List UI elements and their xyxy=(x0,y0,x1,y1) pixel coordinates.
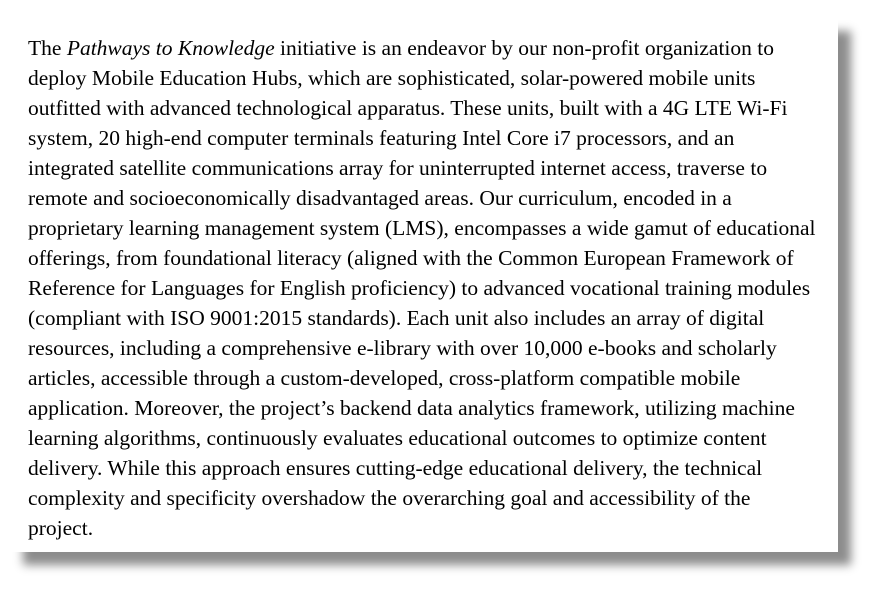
body-paragraph xyxy=(28,33,820,543)
paragraph-text: The xyxy=(28,36,67,60)
paragraph-text: initiative is an endeavor by our non-profit organization to deploy Mobile Education Hubs, which are sophisticated, solar-powered mobile units outfitted with advanced technological apparatus. These units, built with a 4G LTE Wi-Fi system, 20 high-end computer terminals featuring Intel Core i7 processors, and an integrated satellite communications array for uninterrupted internet access, traverse to remote and socioeconomically disadvantaged areas. Our curriculum, encoded in a proprietary learning management system (LMS), encompasses a wide gamut of educational offerings, from foundational literacy (aligned with the Common European Framework of Reference for Languages for English proficiency) to advanced vocational training modules (compliant with ISO 9001:2015 standards). Each unit also includes an array of digital resources, including a comprehensive e-library with over 10,000 e-books and scholarly articles, accessible through a custom-developed, cross-platform compatible mobile application. Moreover, the project’s backend data analytics framework, utilizing machine learning algorithms, continuously evaluates educational outcomes to optimize content delivery. While this approach ensures cutting-edge educational delivery, the technical complexity and specificity overshadow the overarching goal and accessibility of the project. xyxy=(28,36,816,540)
initiative-name-italic: Pathways to Knowledge xyxy=(66,36,275,60)
document-page xyxy=(10,18,838,552)
